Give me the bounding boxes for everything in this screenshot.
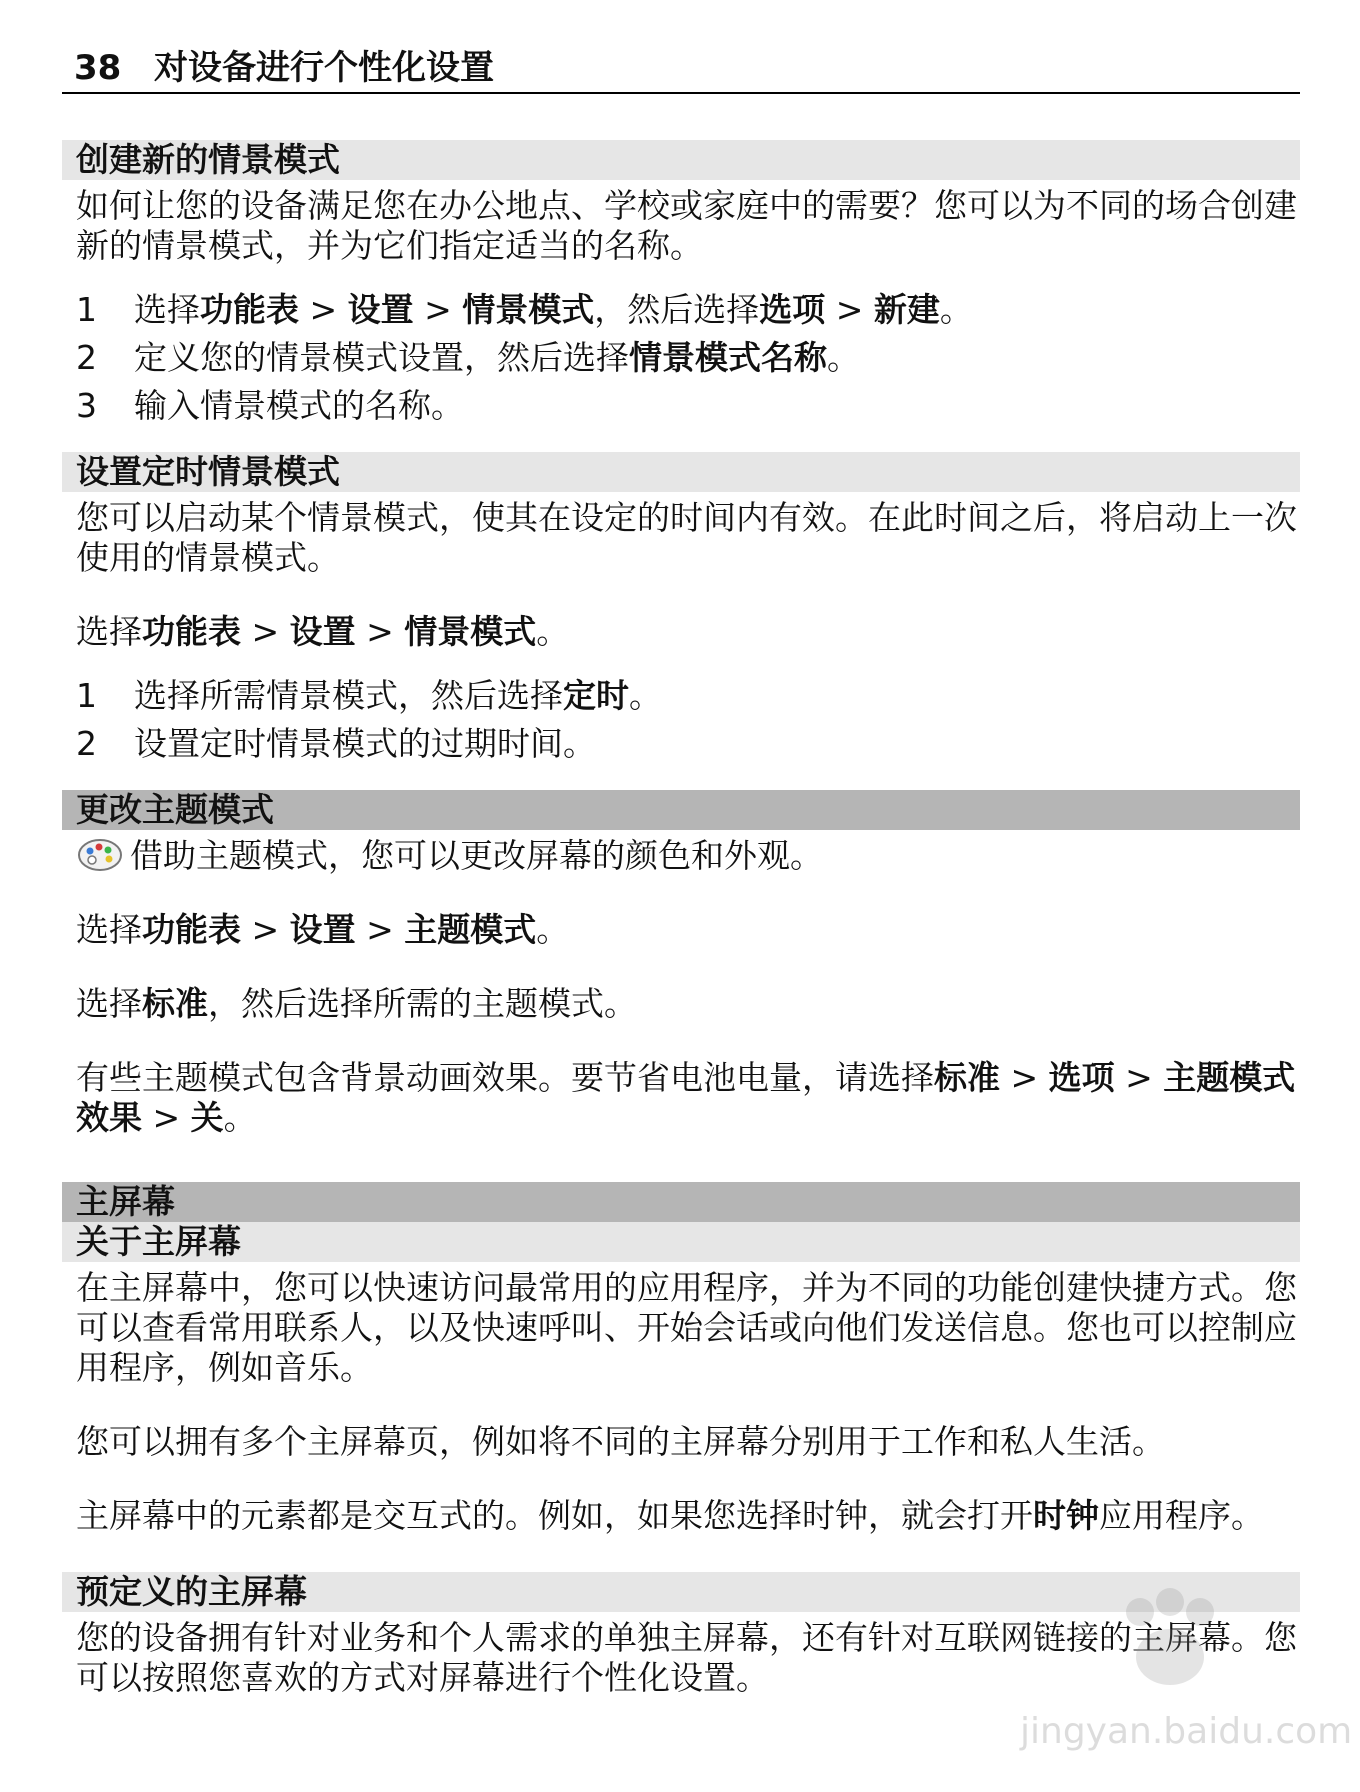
chapter-title: 对设备进行个性化设置 [154,48,494,88]
step-item [62,286,1300,334]
step-number: 3 [76,386,97,425]
paragraph: 有些主题模式包含背景动画效果。要节省电池电量，请选择标准 > 选项 > 主题模式效果 > 关。 [76,1058,1296,1137]
step-text: 设置定时情景模式的过期时间。 [134,724,596,763]
step-number: 1 [76,290,97,329]
section-heading-create-profile: 创建新的情景模式 [62,140,1300,180]
step-text: 选择功能表 > 设置 > 情景模式，然后选择选项 > 新建。 [134,290,973,329]
manual-page [62,40,1300,1698]
menu-path: 选择功能表 > 设置 > 情景模式。 [76,612,570,651]
paragraph: 如何让您的设备满足您在办公地点、学校或家庭中的需要？您可以为不同的场合创建新的情景模式，并为它们指定适当的名称。 [76,186,1297,265]
page-number: 38 [74,48,122,88]
step-text: 输入情景模式的名称。 [134,386,464,425]
step-text: 选择所需情景模式，然后选择定时。 [134,676,662,715]
watermark-text: jingyan.baidu.com [1020,1711,1353,1752]
step-list [62,672,1300,768]
step-item [62,382,1300,430]
step-item [62,334,1300,382]
theme-palette-icon [76,837,124,873]
step-number: 1 [76,676,97,715]
step-item [62,672,1300,720]
menu-path: 选择功能表 > 设置 > 主题模式。 [76,910,570,949]
paragraph: 借助主题模式，您可以更改屏幕的颜色和外观。 [62,830,1300,876]
subsection-heading-about-home-screen: 关于主屏幕 [62,1222,1300,1262]
section-heading-themes: 更改主题模式 [62,790,1300,830]
paragraph: 主屏幕中的元素都是交互式的。例如，如果您选择时钟，就会打开时钟应用程序。 [76,1496,1264,1535]
paragraph: 在主屏幕中，您可以快速访问最常用的应用程序，并为不同的功能创建快捷方式。您可以查看常用联系人，以及快速呼叫、开始会话或向他们发送信息。您也可以控制应用程序，例如音乐。 [76,1268,1297,1387]
section-heading-timed-profile: 设置定时情景模式 [62,452,1300,492]
paragraph: 您可以启动某个情景模式，使其在设定的时间内有效。在此时间之后，将启动上一次使用的情景模式。 [76,498,1297,577]
step-number: 2 [76,338,97,377]
step-item [62,720,1300,768]
section-heading-predefined-home-screens: 预定义的主屏幕 [62,1572,1300,1612]
paragraph: 您可以拥有多个主屏幕页，例如将不同的主屏幕分别用于工作和私人生活。 [76,1422,1165,1461]
step-number: 2 [76,724,97,763]
step-text: 定义您的情景模式设置，然后选择情景模式名称。 [134,338,860,377]
paragraph: 您的设备拥有针对业务和个人需求的单独主屏幕，还有针对互联网链接的主屏幕。您可以按照您喜欢的方式对屏幕进行个性化设置。 [76,1618,1297,1697]
running-head [62,40,1300,94]
section-heading-home-screen: 主屏幕 [62,1182,1300,1222]
paragraph: 选择标准，然后选择所需的主题模式。 [76,984,637,1023]
step-list [62,286,1300,430]
